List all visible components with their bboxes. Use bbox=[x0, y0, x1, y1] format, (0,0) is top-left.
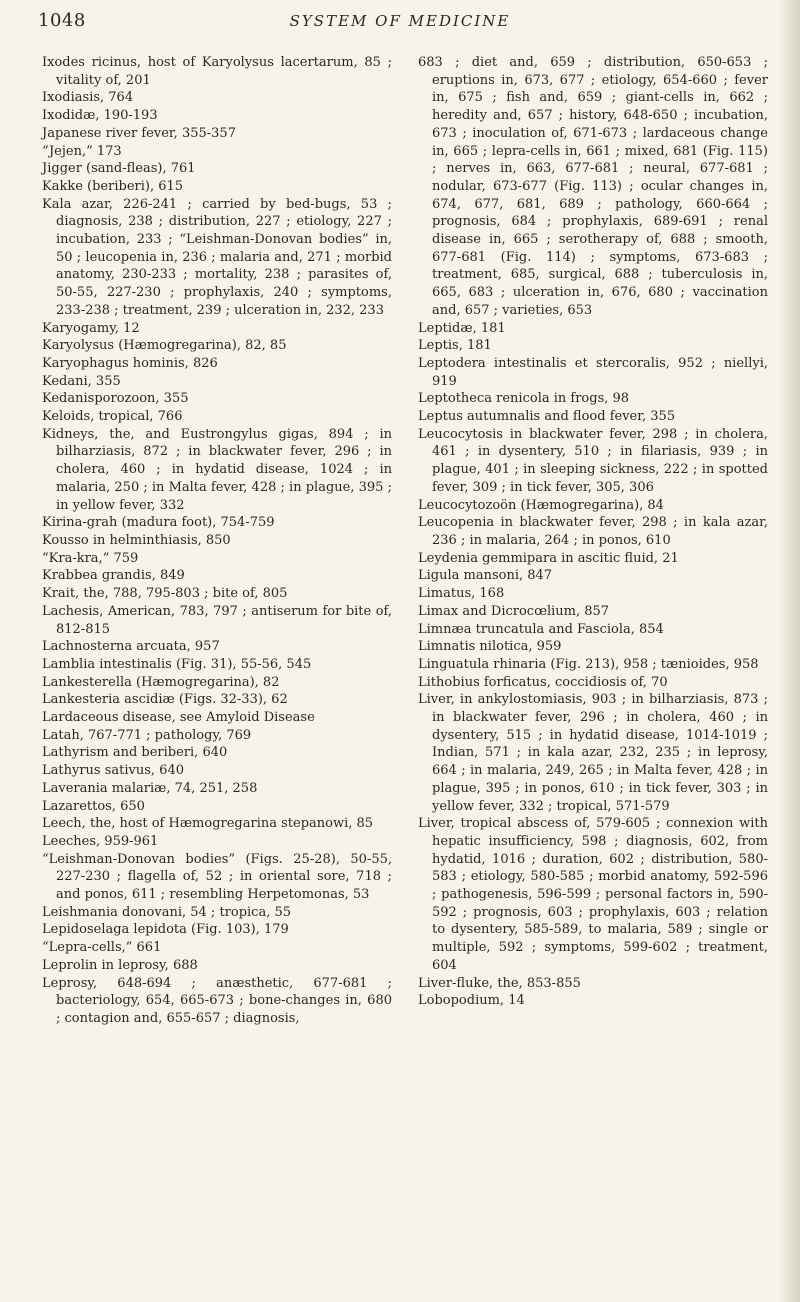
index-entry: Lardaceous disease, see Amyloid Disease bbox=[42, 710, 315, 726]
index-entry: Leprosy, 648-694 ; anæsthetic, 677-681 ; bacteriology, 654, 665-673 ; bone-changes in, 680 ; contagion and, 655-657 ; diagnosis, bbox=[42, 975, 392, 1026]
index-entry: Liver-fluke, the, 853-855 bbox=[418, 975, 581, 991]
index-entry: Leydenia gemmipara in ascitic fluid, 21 bbox=[418, 550, 679, 566]
page-number: 1048 bbox=[38, 10, 86, 31]
index-entry: Kala azar, 226-241 ; carried by bed-bugs, 53 ; diagnosis, 238 ; distribution, 227 ; etiology, 227 ; incubation, 233 ; “Leishman-Donovan bodies” in, 50 ; leucopenia in, 236 ; malaria and, 271 ; morbid anatomy, 230-233 ; mortality, 238 ; parasites of, 50-55, 227-230 ; prophylaxis, 240 ; symptoms, 233-238 ; treatment, 239 ; ulceration in, 232, 233 bbox=[42, 196, 392, 318]
index-entry: Krait, the, 788, 795-803 ; bite of, 805 bbox=[42, 586, 288, 602]
index-entry: Ixodiasis, 764 bbox=[42, 90, 134, 106]
index-entry: Kousso in helminthiasis, 850 bbox=[42, 532, 231, 548]
index-entry: Karyophagus hominis, 826 bbox=[42, 355, 218, 371]
index-entry: Leucocytozoön (Hæmogregarina), 84 bbox=[418, 497, 664, 513]
index-entry: Lankesterella (Hæmogregarina), 82 bbox=[42, 674, 280, 690]
index-entry: Japanese river fever, 355-357 bbox=[42, 125, 236, 141]
index-entry: Lachnosterna arcuata, 957 bbox=[42, 639, 220, 655]
index-entry: Kedanisporozoon, 355 bbox=[42, 391, 189, 407]
index-entry: Leptotheca renicola in frogs, 98 bbox=[418, 391, 630, 407]
index-entry: Leprolin in leprosy, 688 bbox=[42, 957, 198, 973]
page-edge-shadow bbox=[778, 0, 800, 1302]
index-entry: Lankesteria ascidiæ (Figs. 32-33), 62 bbox=[42, 692, 288, 708]
index-entry: Laverania malariæ, 74, 251, 258 bbox=[42, 780, 258, 796]
index-entry: Leucopenia in blackwater fever, 298 ; in kala azar, 236 ; in malaria, 264 ; in ponos, 610 bbox=[418, 515, 768, 548]
index-entry: Leptis, 181 bbox=[418, 338, 492, 354]
index-entry: Linguatula rhinaria (Fig. 213), 958 ; tænioides, 958 bbox=[418, 656, 759, 672]
index-entry: Limnatis nilotica, 959 bbox=[418, 639, 562, 655]
index-entry: “Kra-kra,” 759 bbox=[42, 550, 139, 566]
index-entry: Limax and Dicrocœlium, 857 bbox=[418, 603, 610, 619]
index-entry: Krabbea grandis, 849 bbox=[42, 568, 185, 584]
index-entry: Lachesis, American, 783, 797 ; antiserum for bite of, 812-815 bbox=[42, 603, 392, 637]
index-entry: Leech, the, host of Hæmogregarina stepanowi, 85 bbox=[42, 816, 374, 832]
index-entry: Lithobius forficatus, coccidiosis of, 70 bbox=[418, 674, 668, 690]
index-entry: Leptodera intestinalis et stercoralis, 952 ; niellyi, 919 bbox=[418, 355, 768, 389]
index-entry: Lazarettos, 650 bbox=[42, 798, 145, 814]
index-entry: Limatus, 168 bbox=[418, 586, 505, 602]
index-entry: Leucocytosis in blackwater fever, 298 ; in cholera, 461 ; in dysentery, 510 ; in filariasis, 939 ; in plague, 401 ; in sleeping sickness, 222 ; in spotted fever, 309 ; in tick fever, 305, 306 bbox=[418, 426, 768, 495]
index-entry: Leptidæ, 181 bbox=[418, 320, 506, 336]
index-entry: Liver, tropical abscess of, 579-605 ; connexion with hepatic insufficiency, 598 ; diagnosis, 602, from hydatid, 1016 ; duration, 602 ; distribution, 580-583 ; etiology, 580-585 ; morbid anatomy, 592-596 ; pathogenesis, 596-599 ; personal factors in, 590-592 ; prognosis, 603 ; prophylaxis, 603 ; relation to dysentery, 585-589, to malaria, 589 ; single or multiple, 592 ; symptoms, 599-602 ; treatment, 604 bbox=[418, 816, 768, 973]
index-entry: “Lepra-cells,” 661 bbox=[42, 940, 162, 956]
index-entry: 683 ; diet and, 659 ; distribution, 650-653 ; eruptions in, 673, 677 ; etiology, 654-660 ; fever in, 675 ; fish and, 659 ; giant-cells in, 662 ; heredity and, 657 ; history, 648-650 ; incubation, 673 ; inoculation of, 671-673 ; lardaceous change in, 665 ; lepra-cells in, 661 ; mixed, 681 (Fig. 115) ; nerves in, 663, 677-681 ; neural, 677-681 ; nodular, 673-677 (Fig. 113) ; ocular changes in, 674, 677, 681, 689 ; pathology, 660-664 ; prognosis, 684 ; prophylaxis, 689-691 ; renal disease in, 665 ; serotherapy of, 688 ; smooth, 677-681 (Fig. 114) ; symptoms, 673-683 ; treatment, 685, surgical, 688 ; tuberculosis in, 665, 683 ; ulceration in, 676, 680 ; vaccination and, 657 ; varieties, 653 bbox=[418, 55, 768, 318]
index-entry: Leeches, 959-961 bbox=[42, 833, 159, 849]
index-entry: Lathyrism and beriberi, 640 bbox=[42, 745, 228, 761]
index-entry: Lathyrus sativus, 640 bbox=[42, 763, 184, 779]
index-entry: “Jejen,” 173 bbox=[42, 143, 122, 159]
index-entry: Keloids, tropical, 766 bbox=[42, 409, 183, 425]
index-entry: Lamblia intestinalis (Fig. 31), 55-56, 545 bbox=[42, 656, 312, 672]
index-entry: Karyolysus (Hæmogregarina), 82, 85 bbox=[42, 338, 287, 354]
index-entry: Liver, in ankylostomiasis, 903 ; in bilharziasis, 873 ; in blackwater fever, 296 ; in cholera, 460 ; in dysentery, 515 ; in hydatid disease, 1014-1019 ; Indian, 571 ; in kala azar, 232, 235 ; in leprosy, 664 ; in malaria, 249, 265 ; in Malta fever, 428 ; in plague, 395 ; in ponos, 610 ; in tick fever, 303 ; in yellow fever, 332 ; tropical, 571-579 bbox=[418, 692, 768, 814]
index-entry: “Leishman-Donovan bodies” (Figs. 25-28), 50-55, 227-230 ; flagella of, 52 ; in oriental sore, 718 ; and ponos, 611 ; resembling Herpetomonas, 53 bbox=[42, 851, 392, 903]
index-entry: Ixodes ricinus, host of Karyolysus lacertarum, 85 ; vitality of, 201 bbox=[42, 55, 392, 88]
index-entry: Leishmania donovani, 54 ; tropica, 55 bbox=[42, 904, 292, 920]
index-entry: Lepidoselaga lepidota (Fig. 103), 179 bbox=[42, 922, 289, 938]
index-entry: Ixodidæ, 190-193 bbox=[42, 108, 158, 124]
index-entry: Kedani, 355 bbox=[42, 373, 121, 389]
index-entry: Karyogamy, 12 bbox=[42, 320, 140, 336]
index-entry: Latah, 767-771 ; pathology, 769 bbox=[42, 727, 252, 743]
index-entry: Kidneys, the, and Eustrongylus gigas, 894 ; in bilharziasis, 872 ; in blackwater fever, 296 ; in cholera, 460 ; in hydatid disease, 1024 ; in malaria, 250 ; in Malta fever, 428 ; in plague, 395 ; in yellow fever, 332 bbox=[42, 426, 392, 513]
index-entry: Jigger (sand-fleas), 761 bbox=[42, 161, 196, 177]
index-entry: Limnæa truncatula and Fasciola, 854 bbox=[418, 621, 664, 637]
index-entry: Ligula mansoni, 847 bbox=[418, 568, 553, 584]
index-entry: Kirina-grah (madura foot), 754-759 bbox=[42, 515, 275, 531]
index-entry: Lobopodium, 14 bbox=[418, 993, 525, 1009]
index-entry: Kakke (beriberi), 615 bbox=[42, 178, 184, 194]
running-head: SYSTEM OF MEDICINE bbox=[289, 12, 511, 30]
index-column-right bbox=[418, 54, 768, 1010]
index-column-left bbox=[42, 54, 392, 1028]
index-entry: Leptus autumnalis and flood fever, 355 bbox=[418, 409, 676, 425]
